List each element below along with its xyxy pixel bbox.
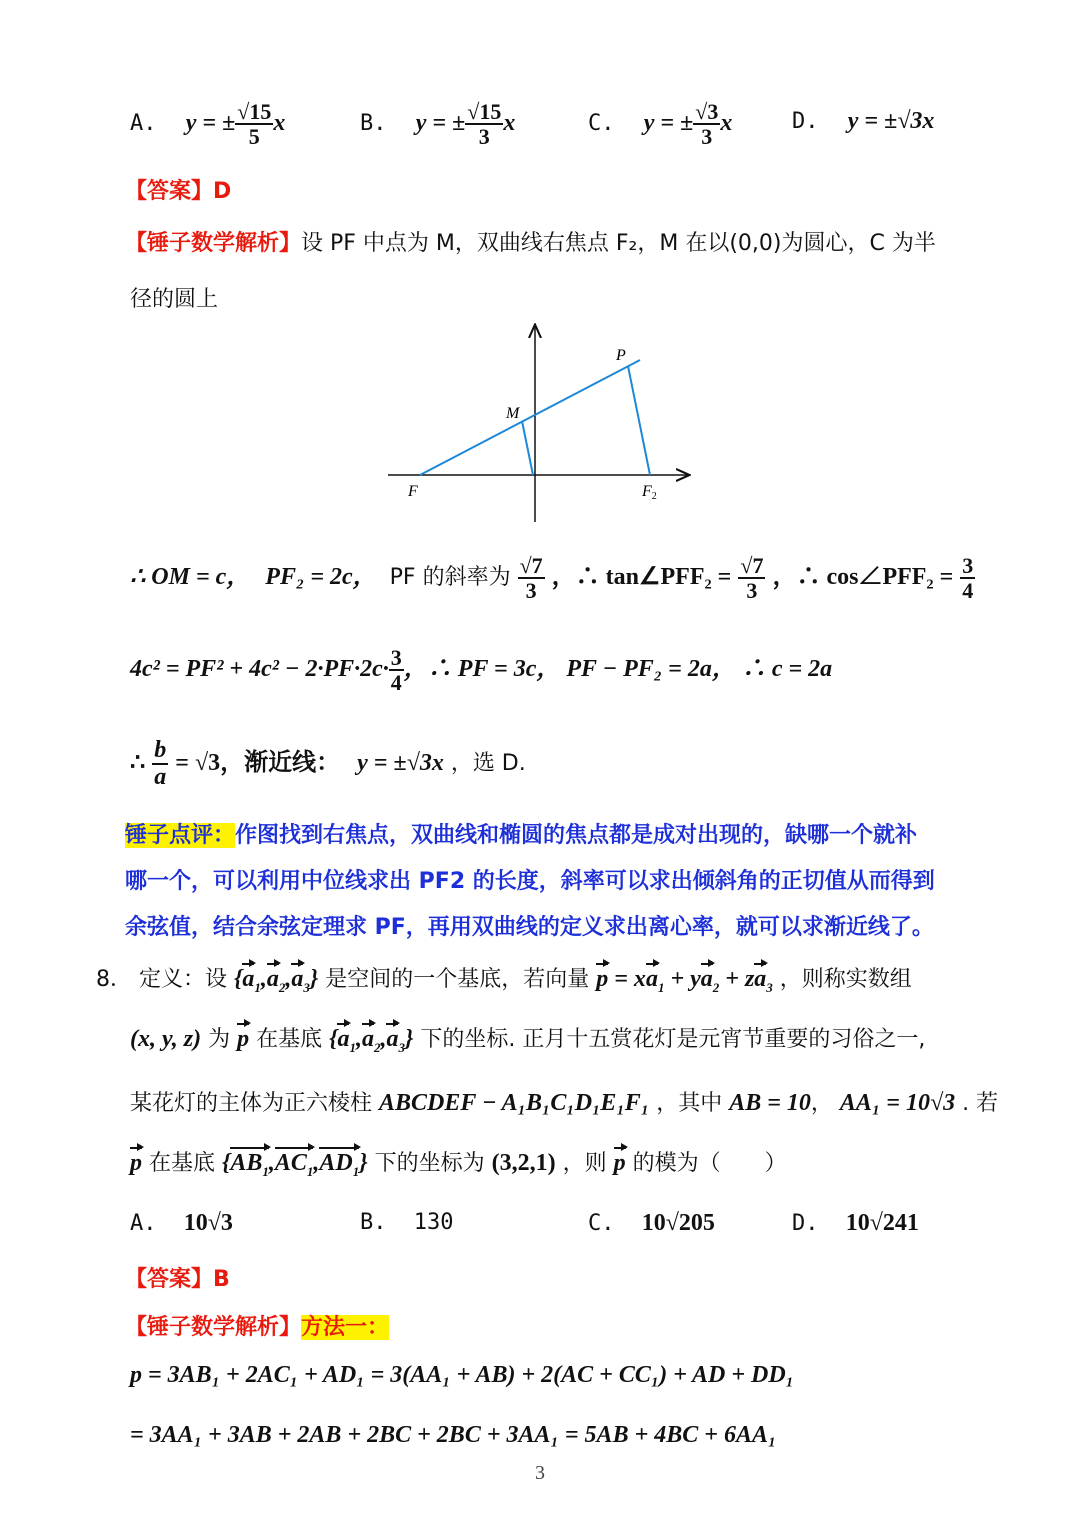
analysis-text: 径的圆上 [130,287,219,312]
derivation-line3 [130,738,526,790]
expr: PF₂ = 2c， [265,564,377,591]
expr: AA₁ = 10√3 [839,1090,956,1116]
q8-equation1 [130,1362,794,1389]
denominator: 3 [525,578,537,604]
q8-option-d [792,1210,919,1237]
vector-p: p [613,1150,626,1176]
numerator: √3 [695,99,719,124]
option-label: A. [130,1211,157,1236]
q8-equation2 [130,1422,776,1449]
equation: = 3AA₁ + 3AB + 2AB + 2BC + 2BC + 3AA₁ = 5AB + 4BC + 6AA₁ [130,1422,777,1448]
question-text: 在基底 [149,1151,216,1176]
question-text: 某花灯的主体为正六棱柱 [130,1091,373,1116]
question-text: . 若 [962,1091,999,1116]
denominator: a [154,764,167,791]
expr: PF 的斜率为 [389,565,511,591]
equation: p = 3AB₁ + 2AC₁ + AD₁ = 3(AA₁ + AB) + 2(AC + CC₁) + AD + DD₁ [130,1362,795,1388]
hyperbola-figure [380,320,700,530]
analysis-tag: 【锤子数学解析】 [125,1315,302,1340]
question-text: ， [810,1091,833,1116]
label-p: P [616,347,626,364]
q8-line2 [130,1022,925,1056]
vector-p-def: $p = xa_1 + ya_2 + za_3$ [596,966,773,995]
option-expr-var: x [273,110,286,137]
q7-comment-line2 [125,864,935,895]
fraction [738,554,765,602]
option-expr-var: x [503,110,516,137]
q8-analysis [125,1310,389,1341]
label-f: F [408,483,418,500]
expr: ，∴ PF = 3c， PF − PF₂ = 2a， ∴ c = 2a [403,656,833,683]
expr: ∴ OM = c， [130,564,251,591]
question-number: 8． [96,967,132,992]
prism-name: ABCDEF − A₁B₁C₁D₁E₁F₁ [379,1090,650,1116]
numerator: 3 [390,645,402,670]
question-text: 是空间的一个基底，若向量 [325,967,590,992]
q7-comment-line3 [125,910,934,941]
denominator: 4 [962,578,974,604]
derivation-line2 [130,646,832,694]
q8-line3 [130,1086,998,1117]
option-label: B. [360,111,387,137]
page-number: 3 [535,1462,545,1484]
comment-text: 余弦值，结合余弦定理求 PF，再用双曲线的定义求出离心率，就可以求渐近线了。 [125,915,934,940]
option-label: D. [792,109,819,134]
label-f2: F2 [642,483,657,502]
option-label: B. [360,1210,387,1235]
fraction [960,554,975,602]
analysis-text: 设 PF 中点为 M，双曲线右焦点 F₂，M 在以(0,0)为圆心，C 为半 [301,231,936,256]
expr: ，∴ cos∠PFF₂ = [772,564,954,591]
basis-set: $\{a_1,a_2,a_3\}$ [234,966,319,995]
answer-tag: 【答案】 [125,179,214,204]
q7-analysis-line1 [125,226,936,257]
q7-analysis-line2 [130,282,218,313]
q7-option-a [130,100,285,148]
option-expr: y = ± [415,110,466,137]
question-text: 的模为（ ） [632,1151,787,1176]
option-value: 130 [413,1210,454,1235]
answer-tag: 【答案】 [125,1267,214,1292]
segment-om [522,421,533,475]
option-value: 10√3 [183,1210,233,1236]
answer-value: B [213,1267,230,1292]
option-label: C. [588,111,615,137]
expr: ，∴ tan∠PFF₂ = [551,564,732,591]
comment-text: 作图找到右焦点，双曲线和椭圆的焦点都是成对出现的，缺哪一个就补 [235,823,918,848]
option-label: D. [792,1211,819,1236]
numerator: √15 [237,99,272,124]
denominator: 3 [478,124,490,150]
question-text: 定义：设 [139,967,228,992]
label-m: M [506,405,520,422]
derivation-line1 [130,554,975,602]
fraction [235,100,273,148]
option-expr: y = ± [643,110,694,137]
q7-answer [125,174,231,205]
option-value: 10√241 [845,1210,919,1236]
basis-set: $\{a_1,a_2,a_3\}$ [329,1026,414,1055]
expr: y = ±√3x [357,750,444,777]
coordinate-value: (3,2,1) [491,1150,556,1176]
question-text: 下的坐标为 [374,1151,485,1176]
option-expr: y = ± [185,110,236,137]
numerator: √7 [740,553,764,578]
numerator: √15 [467,99,502,124]
q8-line4 [130,1146,787,1180]
q7-comment-line1 [125,818,917,849]
denominator: 3 [746,578,758,604]
option-expr: y = ±√3x [847,108,935,134]
expr: ，选 D. [450,751,526,777]
denominator: 3 [701,124,713,150]
option-value: 10√205 [641,1210,715,1236]
question-text: ，则称实数组 [779,967,912,992]
q8-option-c [588,1210,715,1237]
method-label: 方法一： [301,1315,390,1340]
fraction [693,100,720,148]
fraction [389,646,404,694]
question-text: 为 [208,1027,231,1052]
expr: ∴ [130,750,146,777]
expr: AB = 10 [729,1090,811,1116]
expr: 4c² = PF² + 4c² − 2·PF·2c· [130,656,389,683]
segment-pf2 [628,366,650,475]
coordinate-tuple: (x, y, z) [130,1026,202,1052]
question-text: 下的坐标. 正月十五赏花灯是元宵节重要的习俗之一, [420,1027,926,1052]
q8-option-a [130,1210,233,1237]
vector-p: p [237,1026,250,1052]
q8-option-b [360,1210,454,1235]
q7-option-d [792,108,934,135]
q7-option-b [360,100,515,148]
question-text: ，其中 [656,1091,723,1116]
fraction [465,100,503,148]
q8-line1 [96,962,912,996]
question-text: ，则 [562,1151,607,1176]
denominator: 4 [390,670,402,696]
denominator: 5 [248,124,260,150]
option-expr-var: x [720,110,733,137]
vector-p: p [130,1150,142,1176]
expr: = √3，渐近线： [175,750,341,777]
analysis-tag: 【锤子数学解析】 [125,231,302,256]
numerator: √7 [519,553,543,578]
comment-tag: 锤子点评： [125,823,236,848]
basis-set-ab: $\{AB_1,AC_1,AD_1\}$ [222,1150,368,1179]
comment-text: 哪一个，可以利用中位线求出 PF2 的长度，斜率可以求出倾斜角的正切值从而得到 [125,869,935,894]
numerator: 3 [962,553,974,578]
fraction [518,554,545,602]
numerator: b [152,738,168,765]
q7-option-c [588,100,732,148]
q8-answer [125,1262,230,1293]
fraction [152,738,168,790]
answer-value: D [213,179,232,204]
option-label: C. [588,1211,615,1236]
question-text: 在基底 [256,1027,323,1052]
option-label: A. [130,111,157,137]
